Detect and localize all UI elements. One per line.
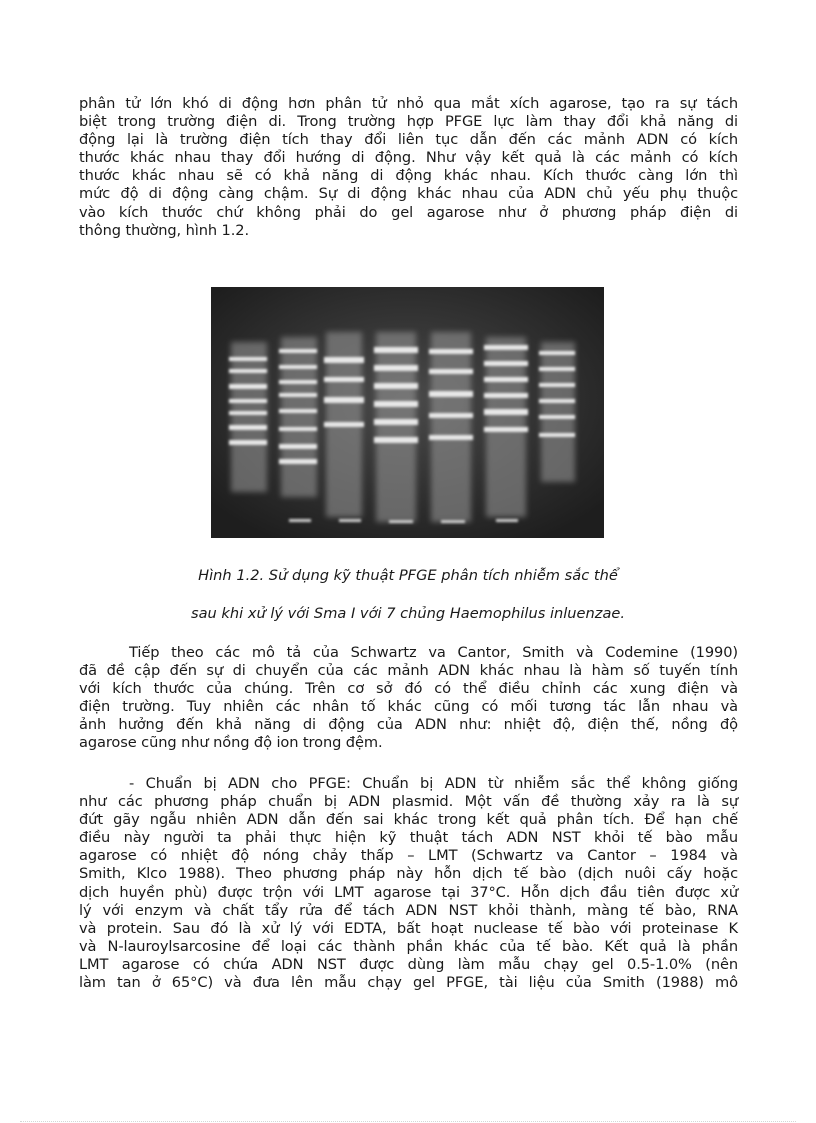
paragraph-line: Smith, Klco 1988). Theo phương pháp này hỗn dịch tế bào (dịch nuôi cấy hoặc	[79, 865, 738, 883]
paragraph-line: biệt trong trường điện di. Trong trường hợp PFGE lực làm thay đổi khả năng di	[79, 113, 738, 131]
paragraph-line: LMT agarose có chứa ADN NST được dùng làm mẫu chạy gel 0.5-1.0% (nên	[79, 955, 738, 973]
paragraph-line: với kích thước của chúng. Trên cơ sở đó có thể điều chỉnh các xung điện và	[79, 680, 738, 698]
paragraph-line: mức độ di động càng chậm. Sự di động khác nhau của ADN chủ yếu phụ thuộc	[79, 185, 738, 203]
paragraph-line: điện trường. Tuy nhiên các nhân tố khác cũng có mối tương tác lẫn nhau và	[79, 698, 738, 716]
figure-caption-line-2: sau khi xử lý với Sma I với 7 chủng Haemophilus inluenzae.	[190, 605, 625, 622]
paragraph-line: thước khác nhau sẽ có khả năng di động khác nhau. Kích thước càng lớn thì	[79, 167, 738, 185]
paragraph-line: vào kích thước chứ không phải do gel agarose như ở phương pháp điện di	[79, 203, 738, 221]
paragraph-3	[79, 775, 738, 992]
paragraph-line: làm tan ở 65°C) và đưa lên mẫu chạy gel PFGE, tài liệu của Smith (1988) mô	[79, 974, 738, 992]
paragraph-line: agarose cũng như nồng độ ion trong đệm.	[79, 734, 383, 752]
paragraph-line: đứt gãy ngẫu nhiên ADN dẫn đến sai khác trong kết quả phân tích. Để hạn chế	[79, 811, 738, 829]
paragraph-line: điều này người ta phải thực hiện kỹ thuật tách ADN NST khỏi tế bào mẫu	[79, 829, 738, 847]
paragraph-1	[79, 95, 738, 240]
gel-electrophoresis-image	[211, 287, 604, 538]
paragraph-line: thông thường, hình 1.2.	[79, 221, 249, 239]
paragraph-line: phân tử lớn khó di động hơn phân tử nhỏ qua mắt xích agarose, tạo ra sự tách	[79, 95, 738, 112]
page-bottom-divider	[20, 1121, 796, 1122]
paragraph-line: đã đề cập đến sự di chuyển của các mảnh ADN khác nhau là hàm số tuyến tính	[79, 662, 738, 680]
gel-photo-graphic	[211, 287, 604, 538]
paragraph-2	[79, 644, 738, 753]
paragraph-line: như các phương pháp chuẩn bị ADN plasmid. Một vấn đề thường xảy ra là sự	[79, 793, 738, 811]
paragraph-line: lý với enzym và chất tẩy rửa để tách ADN NST khỏi thành, màng tế bào, RNA	[79, 901, 738, 919]
paragraph-line: Tiếp theo các mô tả của Schwartz va Cantor, Smith và Codemine (1990)	[129, 644, 738, 661]
paragraph-line: - Chuẩn bị ADN cho PFGE: Chuẩn bị ADN từ nhiễm sắc thể không giống	[129, 775, 738, 792]
paragraph-line: và N-lauroylsarcosine để loại các thành phần khác của tế bào. Kết quả là phần	[79, 937, 738, 955]
paragraph-line: dịch huyền phù) được trộn với LMT agarose tại 37°C. Hỗn dịch đầu tiên được xử	[79, 883, 738, 901]
paragraph-line: agarose có nhiệt độ nóng chảy thấp – LMT (Schwartz va Cantor – 1984 và	[79, 847, 738, 865]
figure-caption-line-1: Hình 1.2. Sử dụng kỹ thuật PFGE phân tích nhiễm sắc thể	[198, 567, 618, 584]
paragraph-line: ảnh hưởng đến khả năng di động của ADN như: nhiệt độ, điện thế, nồng độ	[79, 716, 738, 734]
paragraph-line: thước khác nhau thay đổi hướng di động. Như vậy kết quả là các mảnh có kích	[79, 149, 738, 167]
paragraph-line: và protein. Sau đó là xử lý với EDTA, bất hoạt nuclease tế bào với proteinase K	[79, 919, 738, 937]
paragraph-line: động lại là trường điện tích thay đổi liên tục dẫn đến các mảnh ADN có kích	[79, 131, 738, 149]
